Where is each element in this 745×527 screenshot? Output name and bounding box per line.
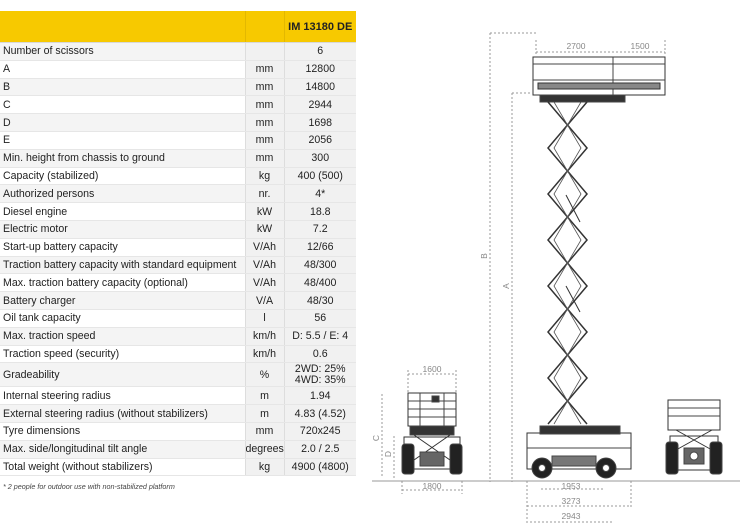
row-unit: kg xyxy=(245,458,284,476)
row-value: 14800 xyxy=(284,78,356,96)
row-label: Total weight (without stabilizers) xyxy=(0,458,245,476)
row-label: Max. traction battery capacity (optional) xyxy=(0,274,245,292)
row-label: Max. traction speed xyxy=(0,327,245,345)
row-unit: mm xyxy=(245,114,284,132)
row-label: Min. height from chassis to ground xyxy=(0,149,245,167)
row-value: 4900 (4800) xyxy=(284,458,356,476)
row-unit: V/Ah xyxy=(245,274,284,292)
row-unit: kg xyxy=(245,167,284,185)
row-value: 12800 xyxy=(284,60,356,78)
row-unit: % xyxy=(245,363,284,387)
row-label: Electric motor xyxy=(0,220,245,238)
table-row xyxy=(0,274,356,292)
row-value: 48/300 xyxy=(284,256,356,274)
row-unit: V/Ah xyxy=(245,238,284,256)
row-unit: m xyxy=(245,405,284,423)
row-label: Diesel engine xyxy=(0,203,245,221)
row-unit: mm xyxy=(245,149,284,167)
row-label: D xyxy=(0,114,245,132)
dim-front-width-top: 1600 xyxy=(422,364,442,374)
table-row xyxy=(0,327,356,345)
header-unit-cell xyxy=(245,11,284,43)
row-value: 1698 xyxy=(284,114,356,132)
row-label: B xyxy=(0,78,245,96)
row-label: Max. side/longitudinal tilt angle xyxy=(0,440,245,458)
dim-label-b: B xyxy=(479,253,489,259)
row-label: Gradeability xyxy=(0,363,245,387)
front-view-machine xyxy=(402,393,462,474)
row-value: 2.0 / 2.5 xyxy=(284,440,356,458)
row-value: 720x245 xyxy=(284,422,356,440)
row-unit: mm xyxy=(245,96,284,114)
row-unit: mm xyxy=(245,422,284,440)
row-unit: V/Ah xyxy=(245,256,284,274)
row-value xyxy=(284,363,356,387)
row-label: Internal steering radius xyxy=(0,387,245,405)
spec-table xyxy=(0,11,356,476)
dim-deck-length: 2943 xyxy=(561,511,581,521)
rear-view-machine xyxy=(666,400,722,474)
row-value: 6 xyxy=(284,43,356,61)
row-value: 4* xyxy=(284,185,356,203)
table-row xyxy=(0,238,356,256)
table-row xyxy=(0,114,356,132)
dim-label-a: A xyxy=(501,283,511,289)
table-row-gradeability xyxy=(0,363,356,387)
row-unit: mm xyxy=(245,60,284,78)
side-view-machine xyxy=(527,57,665,478)
row-value: 1.94 xyxy=(284,387,356,405)
row-label: Authorized persons xyxy=(0,185,245,203)
row-value: 2056 xyxy=(284,131,356,149)
row-value: 12/66 xyxy=(284,238,356,256)
row-label: External steering radius (without stabilizers) xyxy=(0,405,245,423)
gradeability-2wd: 2WD: 25% xyxy=(294,362,346,375)
table-row xyxy=(0,440,356,458)
header-label-cell xyxy=(0,11,245,43)
row-value: 48/30 xyxy=(284,292,356,310)
dim-top-2: 1500 xyxy=(630,41,650,51)
dim-label-c: C xyxy=(371,434,381,442)
row-value: 300 xyxy=(284,149,356,167)
row-value: 400 (500) xyxy=(284,167,356,185)
table-row xyxy=(0,167,356,185)
table-row xyxy=(0,292,356,310)
table-header-row xyxy=(0,11,356,43)
row-unit: m xyxy=(245,387,284,405)
dim-label-d: D xyxy=(383,450,393,458)
row-value: 0.6 xyxy=(284,345,356,363)
row-label: C xyxy=(0,96,245,114)
machine-drawing xyxy=(360,0,745,527)
gradeability-4wd: 4WD: 35% xyxy=(294,373,346,386)
table-row xyxy=(0,220,356,238)
table-row xyxy=(0,345,356,363)
row-label: Traction battery capacity with standard equipment xyxy=(0,256,245,274)
row-unit: mm xyxy=(245,131,284,149)
row-unit: nr. xyxy=(245,185,284,203)
table-row xyxy=(0,131,356,149)
table-row xyxy=(0,458,356,476)
table-row xyxy=(0,185,356,203)
row-value: 18.8 xyxy=(284,203,356,221)
dim-top-1: 2700 xyxy=(566,41,586,51)
row-unit xyxy=(245,43,284,61)
table-row xyxy=(0,387,356,405)
row-unit: kW xyxy=(245,220,284,238)
row-unit: mm xyxy=(245,78,284,96)
row-value: 7.2 xyxy=(284,220,356,238)
model-name: IM 13180 DE xyxy=(284,11,356,43)
row-unit: l xyxy=(245,309,284,327)
dim-wheelbase: 1953 xyxy=(561,481,581,491)
table-row xyxy=(0,422,356,440)
row-label: E xyxy=(0,131,245,149)
row-label: Capacity (stabilized) xyxy=(0,167,245,185)
table-row xyxy=(0,43,356,61)
row-label: Number of scissors xyxy=(0,43,245,61)
dim-overall-length: 3273 xyxy=(561,496,581,506)
footnote: * 2 people for outdoor use with non-stabilized platform xyxy=(3,482,175,491)
table-row xyxy=(0,256,356,274)
row-label: Tyre dimensions xyxy=(0,422,245,440)
row-unit: kW xyxy=(245,203,284,221)
row-unit: km/h xyxy=(245,327,284,345)
table-row xyxy=(0,60,356,78)
row-label: Start-up battery capacity xyxy=(0,238,245,256)
table-row xyxy=(0,96,356,114)
table-row xyxy=(0,309,356,327)
table-row xyxy=(0,203,356,221)
table-row xyxy=(0,149,356,167)
row-value: 56 xyxy=(284,309,356,327)
row-value: 2944 xyxy=(284,96,356,114)
dim-front-width-bottom: 1800 xyxy=(422,481,442,491)
row-label: A xyxy=(0,60,245,78)
row-label: Traction speed (security) xyxy=(0,345,245,363)
table-row xyxy=(0,405,356,423)
row-label: Battery charger xyxy=(0,292,245,310)
row-value: D: 5.5 / E: 4 xyxy=(284,327,356,345)
row-unit: km/h xyxy=(245,345,284,363)
row-value: 4.83 (4.52) xyxy=(284,405,356,423)
row-value: 48/400 xyxy=(284,274,356,292)
row-unit: degrees xyxy=(245,440,284,458)
row-unit: V/A xyxy=(245,292,284,310)
table-row xyxy=(0,78,356,96)
row-label: Oil tank capacity xyxy=(0,309,245,327)
